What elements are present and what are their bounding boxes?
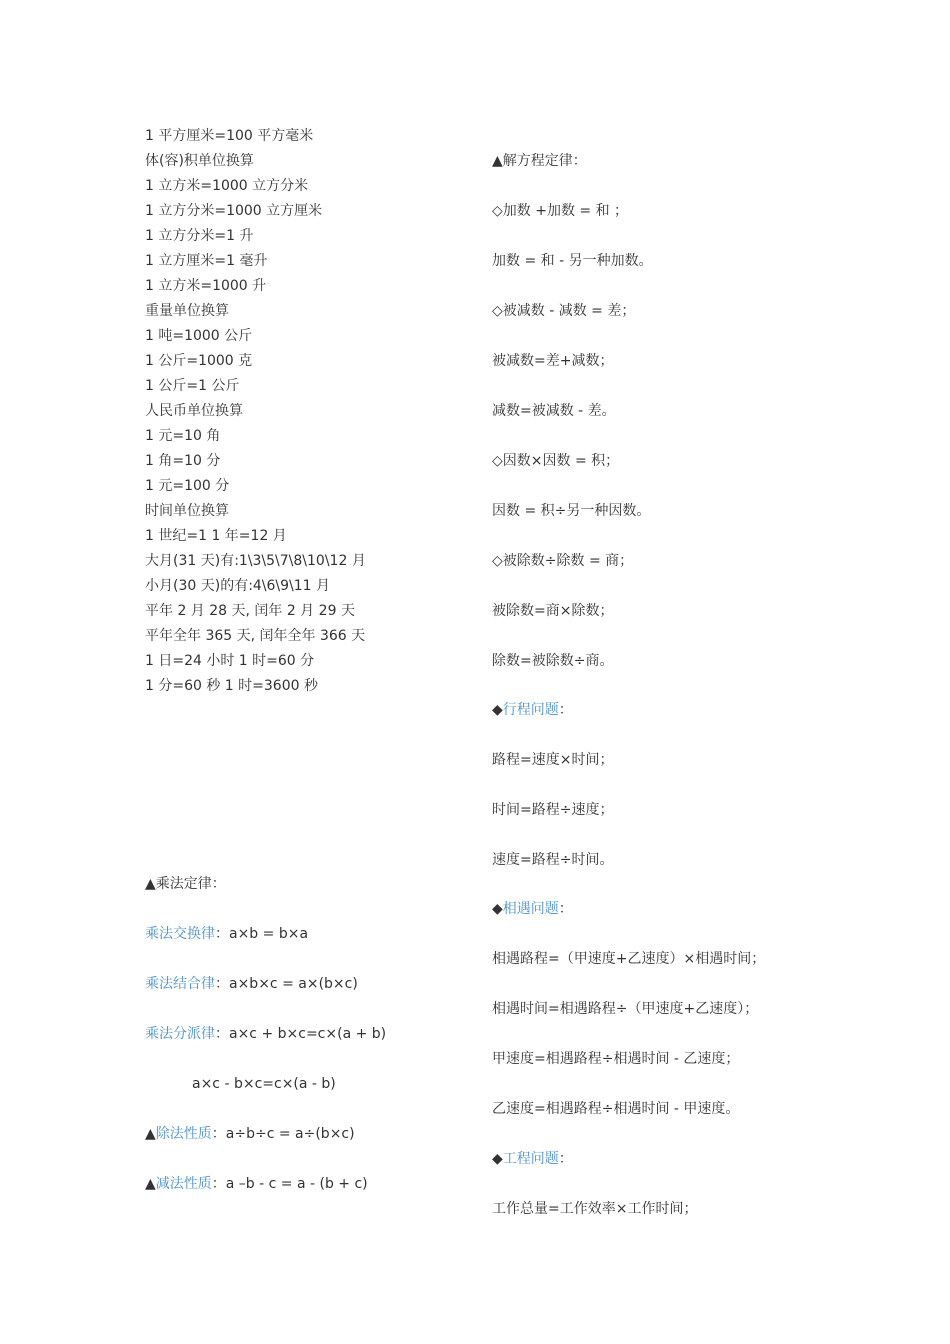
unit-line: 1 角=10 分 bbox=[145, 453, 221, 469]
equation-line: 因数 = 积÷另一种因数。 bbox=[492, 503, 651, 519]
unit-line: 1 日=24 小时 1 时=60 分 bbox=[145, 653, 315, 669]
unit-line: 1 立方厘米=1 毫升 bbox=[145, 253, 268, 269]
unit-line: 1 立方分米=1 升 bbox=[145, 228, 254, 244]
unit-line: 1 元=10 角 bbox=[145, 428, 221, 444]
law-formula: ：a÷b÷c = a÷(b×c) bbox=[211, 1126, 355, 1142]
law-subtraction bbox=[145, 1175, 368, 1193]
unit-line: 1 分=60 秒 1 时=3600 秒 bbox=[145, 678, 318, 694]
heading-suffix: ： bbox=[558, 1151, 573, 1167]
law-name-link[interactable]: 乘法交换律 bbox=[145, 926, 215, 942]
travel-heading bbox=[492, 701, 573, 719]
equation-line: 加数 = 和 - 另一种加数。 bbox=[492, 253, 653, 269]
unit-line: 1 立方分米=1000 立方厘米 bbox=[145, 203, 323, 219]
meeting-line: 甲速度=相遇路程÷相遇时间 - 乙速度； bbox=[492, 1051, 740, 1067]
travel-line: 速度=路程÷时间。 bbox=[492, 852, 614, 868]
law-distributive bbox=[145, 1025, 386, 1043]
right-column bbox=[492, 0, 912, 1344]
meeting-line: 相遇时间=相遇路程÷（甲速度+乙速度）； bbox=[492, 1001, 759, 1017]
unit-heading: 体(容)积单位换算 bbox=[145, 153, 254, 169]
equation-line: ◇被减数 - 减数 = 差； bbox=[492, 303, 636, 319]
law-distributive-2: a×c - b×c=c×(a - b) bbox=[192, 1076, 336, 1092]
unit-line: 大月(31 天)有:1\3\5\7\8\10\12 月 bbox=[145, 553, 366, 569]
multiplication-laws-heading: ▲乘法定律： bbox=[145, 876, 226, 892]
work-line: 工作总量=工作效率×工作时间； bbox=[492, 1201, 698, 1217]
unit-line: 平年全年 365 天, 闰年全年 366 天 bbox=[145, 628, 366, 644]
bullet: ▲ bbox=[145, 1126, 156, 1142]
unit-line: 平年 2 月 28 天, 闰年 2 月 29 天 bbox=[145, 603, 355, 619]
left-column bbox=[145, 0, 485, 1344]
travel-link[interactable]: 行程问题 bbox=[502, 702, 559, 718]
meeting-heading bbox=[492, 900, 573, 918]
meeting-line: 相遇路程=（甲速度+乙速度）×相遇时间； bbox=[492, 951, 766, 967]
unit-line: 1 平方厘米=100 平方毫米 bbox=[145, 128, 314, 144]
unit-line: 小月(30 天)的有:4\6\9\11 月 bbox=[145, 578, 331, 594]
diamond-bullet: ◆ bbox=[492, 702, 503, 718]
law-formula: ：a×b×c = a×(b×c) bbox=[215, 976, 358, 992]
law-commutative bbox=[145, 925, 308, 943]
travel-line: 路程=速度×时间； bbox=[492, 752, 614, 768]
equation-line: 除数=被除数÷商。 bbox=[492, 653, 614, 669]
unit-line: 1 世纪=1 1 年=12 月 bbox=[145, 528, 287, 544]
equation-line: ◇因数×因数 = 积； bbox=[492, 453, 620, 469]
equation-line: ◇被除数÷除数 = 商； bbox=[492, 553, 634, 569]
law-formula: ：a –b - c = a - (b + c) bbox=[211, 1176, 368, 1192]
heading-suffix: ： bbox=[558, 901, 573, 917]
travel-line: 时间=路程÷速度； bbox=[492, 802, 614, 818]
bullet: ▲ bbox=[145, 1176, 156, 1192]
diamond-bullet: ◆ bbox=[492, 901, 503, 917]
law-name-link[interactable]: 减法性质 bbox=[155, 1176, 212, 1192]
law-formula: ：a×c + b×c=c×(a + b) bbox=[215, 1026, 387, 1042]
law-associative bbox=[145, 975, 358, 993]
unit-heading: 时间单位换算 bbox=[145, 503, 229, 519]
equation-laws-heading: ▲解方程定律： bbox=[492, 153, 587, 169]
law-formula: ：a×b = b×a bbox=[215, 926, 309, 942]
unit-line: 1 立方米=1000 立方分米 bbox=[145, 178, 309, 194]
unit-line: 1 吨=1000 公斤 bbox=[145, 328, 253, 344]
meeting-line: 乙速度=相遇路程÷相遇时间 - 甲速度。 bbox=[492, 1101, 740, 1117]
work-link[interactable]: 工程问题 bbox=[502, 1151, 559, 1167]
law-name-link[interactable]: 乘法分派律 bbox=[145, 1026, 215, 1042]
unit-line: 1 公斤=1 公斤 bbox=[145, 378, 240, 394]
diamond-bullet: ◆ bbox=[492, 1151, 503, 1167]
work-heading bbox=[492, 1150, 573, 1168]
meeting-link[interactable]: 相遇问题 bbox=[502, 901, 559, 917]
heading-suffix: ： bbox=[558, 702, 573, 718]
law-name-link[interactable]: 除法性质 bbox=[155, 1126, 212, 1142]
unit-heading: 人民币单位换算 bbox=[145, 403, 243, 419]
equation-line: 被减数=差+减数； bbox=[492, 353, 614, 369]
law-name-link[interactable]: 乘法结合律 bbox=[145, 976, 215, 992]
unit-line: 1 公斤=1000 克 bbox=[145, 353, 253, 369]
equation-line: ◇加数 +加数 = 和 ； bbox=[492, 203, 629, 219]
unit-line: 1 立方米=1000 升 bbox=[145, 278, 267, 294]
equation-line: 被除数=商×除数； bbox=[492, 603, 614, 619]
law-division bbox=[145, 1125, 355, 1143]
equation-line: 减数=被减数 - 差。 bbox=[492, 403, 616, 419]
unit-heading: 重量单位换算 bbox=[145, 303, 229, 319]
unit-line: 1 元=100 分 bbox=[145, 478, 230, 494]
